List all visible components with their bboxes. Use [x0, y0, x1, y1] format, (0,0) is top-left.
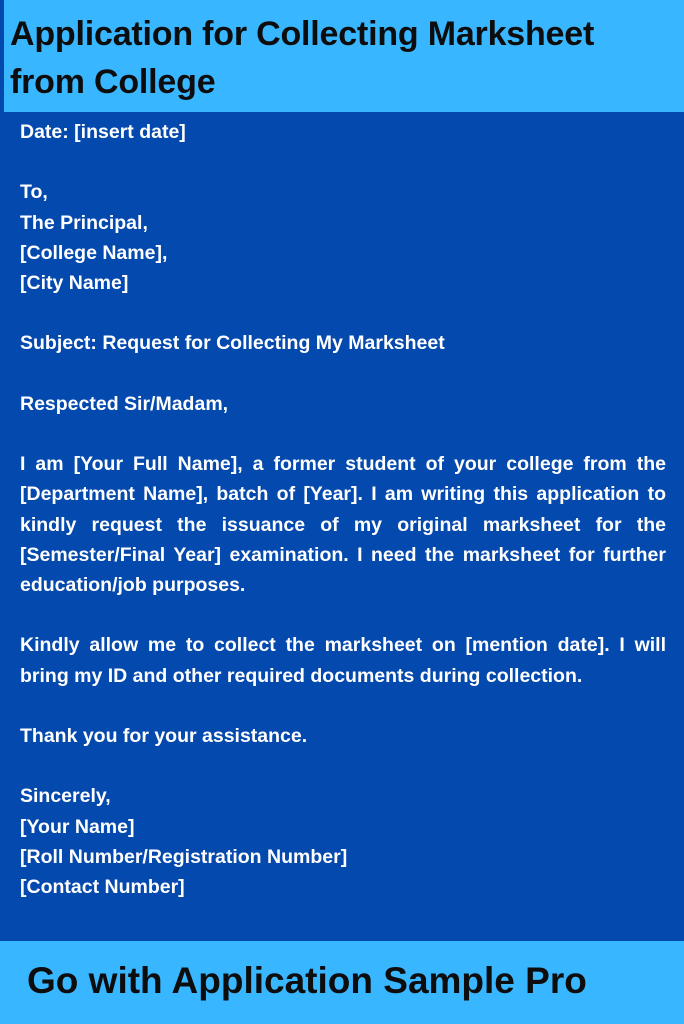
college-line: [College Name],: [20, 241, 168, 264]
spacer: [20, 419, 666, 449]
footer-banner: [0, 941, 684, 1024]
spacer: [20, 751, 666, 781]
footer-brand-text: Go with Application Sample Pro: [27, 960, 587, 1001]
subject-line: Subject: Request for Collecting My Marksheet: [20, 332, 445, 355]
spacer: [20, 359, 666, 389]
thanks-line: Thank you for your assistance.: [20, 724, 308, 747]
name-line: [Your Name]: [20, 815, 135, 838]
spacer: [20, 691, 666, 721]
spacer: [20, 600, 666, 630]
to-line: To,: [20, 181, 48, 204]
body-paragraph-2: Kindly allow me to collect the marksheet on [mention date]. I will bring my ID and other required documents during collection.: [20, 634, 666, 687]
date-line: Date: [insert date]: [20, 121, 186, 143]
spacer: [20, 298, 666, 328]
city-line: [City Name]: [20, 272, 129, 294]
salutation-line: Respected Sir/Madam,: [20, 392, 229, 415]
body-paragraph-1: I am [Your Full Name], a former student of your college from the [Department Name], batch of [Year]. I am writing this application to kindly request the issuance of my original marksheet for the [Semester/Final Year] examination. I need the marksheet for further education/job purposes.: [20, 453, 666, 596]
header-banner: [0, 0, 684, 112]
roll-number-line: [Roll Number/Registration Number]: [20, 845, 348, 868]
closing-line: Sincerely,: [20, 785, 111, 808]
recipient-line: The Principal,: [20, 211, 148, 234]
page-title: Application for Collecting Marksheet from College: [10, 15, 595, 101]
spacer: [20, 147, 666, 177]
letter-body: [20, 117, 666, 902]
contact-line: [Contact Number]: [20, 875, 185, 898]
